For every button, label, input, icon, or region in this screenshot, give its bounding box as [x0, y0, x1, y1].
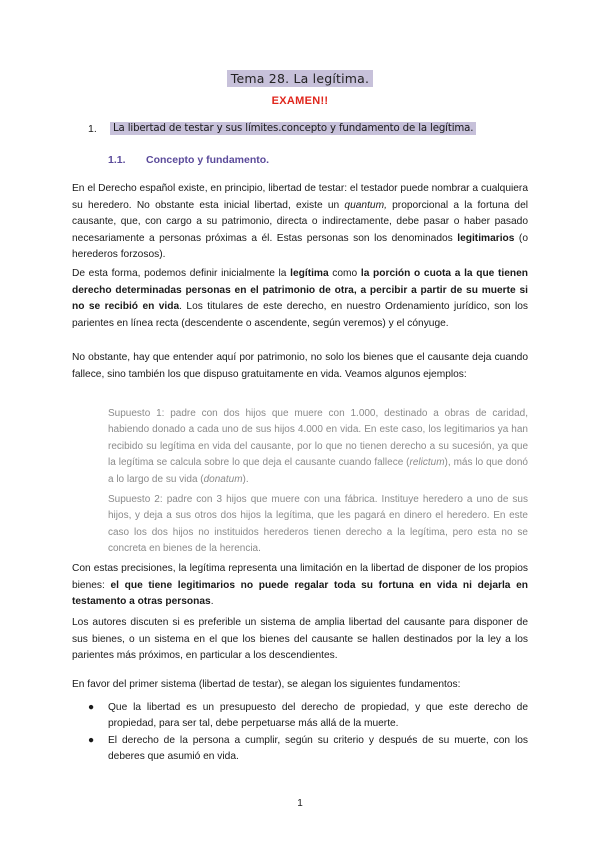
- subsection-heading: [108, 154, 269, 166]
- p2-bold-definition: la porción o cuota a la que tienen derecho determinadas personas en el patrimonio de otra, a percibir a partir de su muerte si no se recibió en vida: [72, 268, 528, 313]
- paragraph-5: Los autores discuten si es preferible un sistema de amplia libertad del causante para disponer de sus bienes, o un sistema en el que los bienes del causante se hallen destinados por la ley a los parientes más próximos, en particular a los descendientes.: [72, 617, 528, 662]
- bullet-icon: ●: [88, 734, 95, 746]
- list-item: [88, 700, 528, 733]
- exam-note: EXAMEN!!: [271, 95, 329, 107]
- paragraph-4: [72, 561, 528, 611]
- section-title: La libertad de testar y sus límites.concepto y fundamento de la legítima.: [110, 122, 476, 135]
- p1-text-a: En el Derecho español existe, en principio, libertad de testar: el testador puede nombrar a cualquiera su heredero. No obstante esta inicial libertad, existe un: [72, 183, 528, 211]
- q1-italic-donatum: donatum: [203, 473, 243, 485]
- p1-bold: legitimarios: [457, 232, 515, 244]
- q1-text-e: ).: [242, 473, 249, 485]
- p4-text-a: Con estas precisiones, la legítima representa una limitación en la libertad de disponer de los propios bienes:: [72, 563, 528, 591]
- p2-text-c: como: [328, 268, 361, 279]
- subsection-number: 1.1.: [108, 154, 126, 166]
- paragraph-6: En favor del primer sistema (libertad de testar), se alegan los siguientes fundamentos:: [72, 679, 461, 690]
- q1-text-a: Supuesto 1: padre con dos hijos que muere con 1.000, destinado a obras de caridad, habiendo donado a cada uno de sus hijos 4.000 en vida. En este caso, los legitimarios ya han recibido su legítima en vida del causante, por lo que no tienen derecho a su sucesión, ya que la legítima se calcula sobre lo que deja el causante cuando fallece (: [108, 408, 528, 469]
- title-row: [0, 70, 600, 88]
- p2-text-e: . Los titulares de este derecho, en nuestro Ordenamiento jurídico, son los parientes en línea recta (descendente o ascendente, según veremos) y el cónyuge.: [72, 301, 528, 329]
- paragraph-3: No obstante, hay que entender aquí por patrimonio, no solo los bienes que el causante deja cuando fallece, sino también los que dispuso gratuitamente en vida. Veamos algunos ejemplos:: [72, 352, 528, 380]
- page-number: 1: [297, 798, 303, 809]
- p4-text-c: .: [210, 596, 214, 608]
- example-2: Supuesto 2: padre con 3 hijos que muere con una fábrica. Instituye heredero a uno de sus hijos, y deja a sus otros dos hijos la legítima, que les pagará en dinero el heredero. En este caso los dos hijos no instituidos herederos tienen derecho a la legítima, pero esta no se concreta en bienes de la herencia.: [108, 494, 528, 555]
- bullet-list: [88, 700, 528, 766]
- paragraph-1: [72, 181, 528, 264]
- list-item-text: El derecho de la persona a cumplir, según su criterio y después de su muerte, con los deberes que asumió en vida.: [108, 734, 528, 763]
- example-1: [108, 406, 528, 488]
- q1-text-c: ), más lo que donó a lo largo de su vida (: [108, 457, 528, 485]
- paragraph-2: [72, 266, 528, 332]
- p1-text-e: (o herederos forzosos).: [72, 232, 528, 261]
- section-number: 1.: [88, 123, 97, 135]
- bullet-icon: ●: [88, 702, 95, 713]
- document-title: Tema 28. La legítima.: [227, 70, 373, 87]
- q1-italic-relictum: relictum: [409, 457, 445, 469]
- p1-text-c: proporcional a la fortuna del causante, que, con cargo a su patrimonio, directa o indirectamente, debe pasar o haber pasado necesariamente a personas próximas a él. Estas personas son los denominados: [72, 199, 529, 244]
- p1-italic: quantum,: [344, 199, 387, 211]
- p2-bold-term: legítima: [290, 268, 329, 279]
- list-item-text: Que la libertad es un presupuesto del derecho de propiedad, y que este derecho de propiedad, para ser tal, debe perpetuarse más allá de la muerte.: [108, 702, 528, 730]
- p4-bold: el que tiene legitimarios no puede regalar toda su fortuna en vida ni dejarla en testamento a otras personas: [72, 579, 529, 608]
- p2-text-a: De esta forma, podemos definir inicialmente la: [72, 268, 291, 279]
- subsection-title: Concepto y fundamento.: [146, 154, 270, 166]
- list-item: [88, 733, 528, 766]
